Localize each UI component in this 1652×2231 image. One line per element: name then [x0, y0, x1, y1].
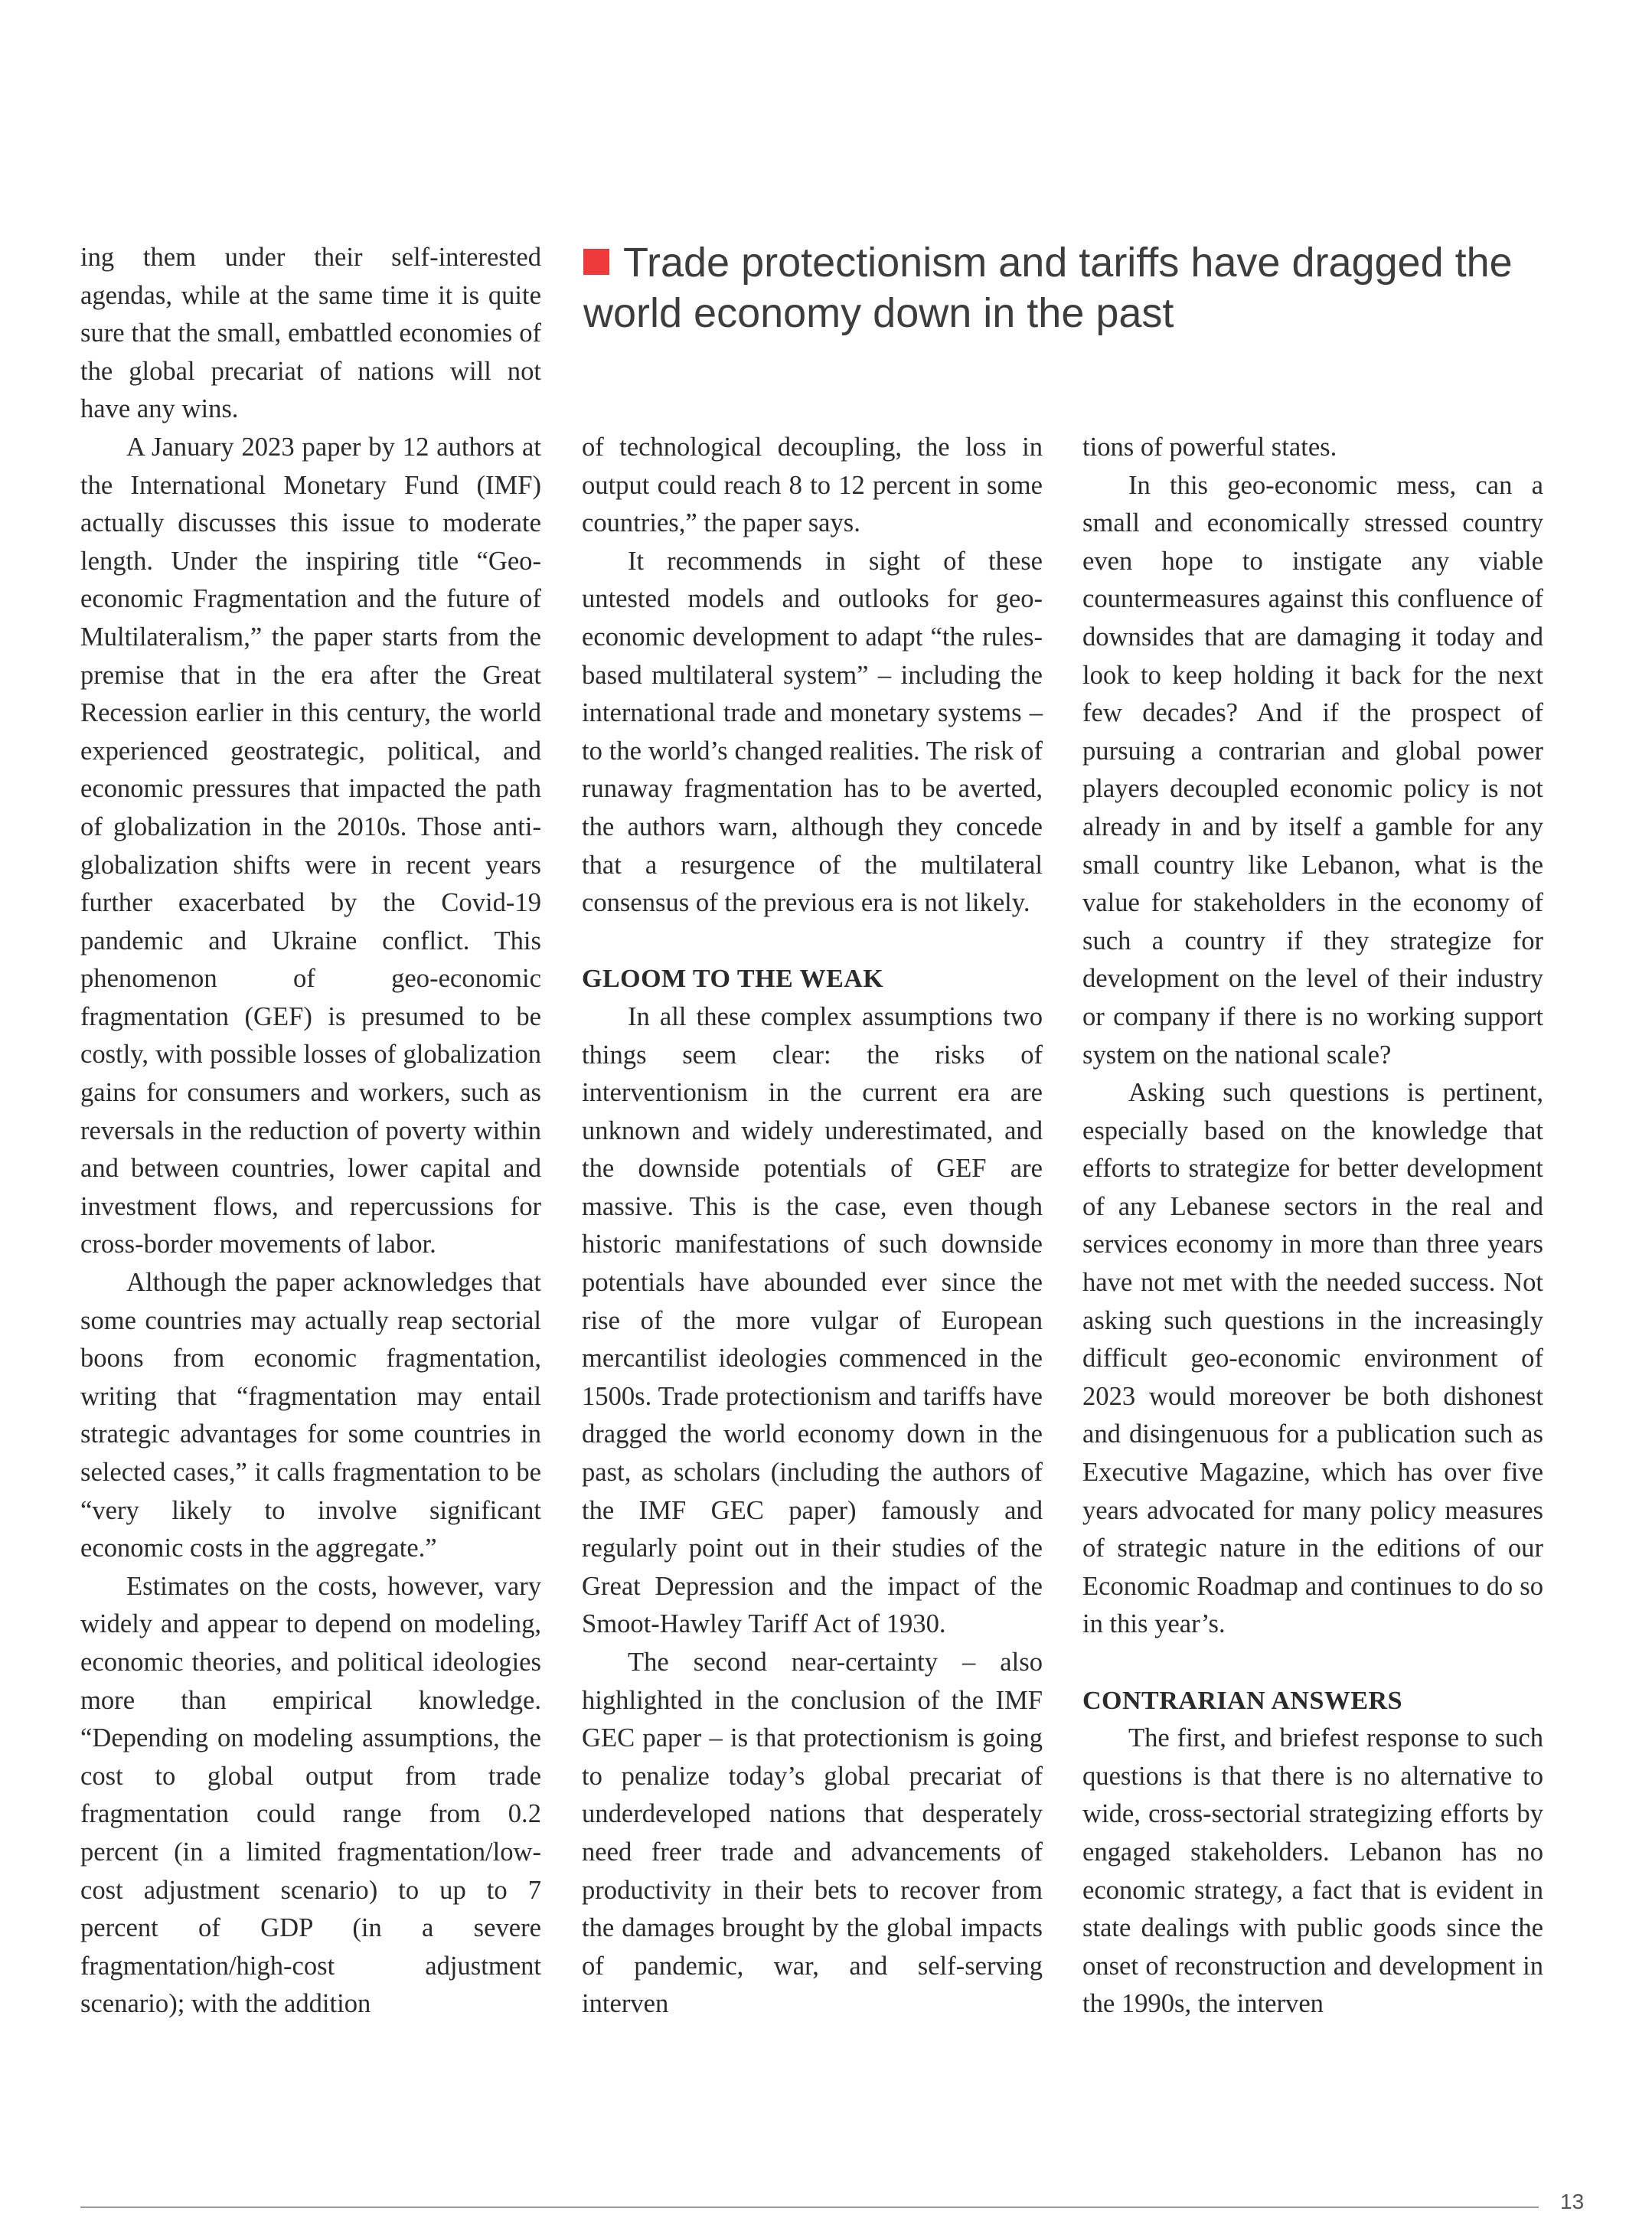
paragraph: The first, and briefest response to such questions is that there is no alternative to wide, cross-sectorial strategizing efforts by engaged stakeholders. Lebanon has no economic strategy, a fact that is evident in state dealings with public goods since the onset of reconstruction and development in the 1990s, the interven [1082, 1723, 1543, 2019]
section-heading-contrarian: CONTRARIAN ANSWERS [1082, 1686, 1403, 1715]
paragraph: In this geo-economic mess, can a small and economically stressed country even hope to instigate any viable countermeasures against this confluence of downsides that are damaging it today and look to keep holding it back for the next few decades? And if the prospect of pursuing a contrarian and global power players decoupled economic policy is not already in and by itself a gamble for any small country like Lebanon, what is the value for stakeholders in the economy of such a country if they strategize for development on the level of their industry or company if there is no working support system on the national scale? [1082, 470, 1543, 1070]
paragraph: Asking such questions is pertinent, especially based on the knowledge that efforts to strategize for better development of any Lebanese sectors in the real and services economy in more than three years have not met with the needed success. Not asking such questions in the increasingly difficult geo-economic environment of 2023 would moreover be both dishonest and disingenuous for a publication such as Executive Magazine, which has over five years advocated for many policy measures of strategic nature in the editions of our Economic Roadmap and continues to do so in this year’s. [1082, 1078, 1543, 1639]
article-column-2 [582, 429, 1043, 2024]
section-spacer [582, 923, 1043, 961]
section-heading-gloom: GLOOM TO THE WEAK [582, 965, 884, 994]
footer-divider [80, 2207, 1539, 2208]
section-spacer [1082, 1644, 1543, 1682]
article-column-1 [80, 239, 541, 2024]
page-number: 13 [1560, 2190, 1585, 2213]
paragraph: In all these complex assumptions two things seem clear: the risks of interventionism in the current era are unknown and widely underestimated, and the downside potentials of GEF are massive. This is the case, even though historic manifestations of such downside potentials have abounded ever since the rise of the more vulgar of European mercantilist ideologies commenced in the 1500s. Trade protectionism and tariffs have dragged the world economy down in the past, as scholars (including the authors of the IMF GEC paper) famously and regularly point out in their studies of the Great Depression and the impact of the Smoot-Hawley Tariff Act of 1930. [582, 1001, 1043, 1639]
red-square-icon [583, 249, 609, 275]
article-column-3 [1082, 429, 1543, 2024]
paragraph: ing them under their self-interested agendas, while at the same time it is quite sure that the small, embattled economies of the global precariat of nations will not have any wins. [80, 243, 541, 424]
paragraph: A January 2023 paper by 12 authors at the International Monetary Fund (IMF) actually discusses this issue to moderate length. Under the inspiring title “Geo-economic Fragmentation and the future of Multilateralism,” the paper starts from the premise that in the era after the Great Recession earlier in this century, the world experienced geostrategic, political, and economic pressures that impacted the path of globalization in the 2010s. Those anti-globalization shifts were in recent years further exacerbated by the Covid-19 pandemic and Ukraine conflict. This phenomenon of geo-economic fragmentation (GEF) is presumed to be costly, with possible losses of globalization gains for consumers and workers, such as reversals in the reduction of poverty within and between countries, lower capital and investment flows, and repercussions for cross-border movements of labor. [80, 432, 541, 1259]
pull-quote-text: Trade protectionism and tariffs have dragged the world economy down in the past [583, 240, 1513, 336]
pull-quote [583, 237, 1548, 338]
paragraph: Estimates on the costs, however, vary widely and appear to depend on modeling, economic theories, and political ideologies more than empirical knowledge. “Depending on modeling assumptions, the cost to global output from trade fragmentation could range from 0.2 percent (in a limited fragmentation/low-cost adjustment scenario) to up to 7 percent of GDP (in a severe fragmentation/high-cost adjustment scenario); with the addition [80, 1571, 541, 2019]
paragraph: Although the paper acknowledges that some countries may actually reap sectorial boons from economic fragmentation, writing that “fragmentation may entail strategic advantages for some countries in selected cases,” it calls fragmentation to be “very likely to involve significant economic costs in the aggregate.” [80, 1268, 541, 1563]
paragraph: It recommends in sight of these untested models and outlooks for geo-economic development to adapt “the rules-based multilateral system” – including the international trade and monetary systems – to the world’s changed realities. The risk of runaway fragmentation has to be averted, the authors warn, although they concede that a resurgence of the multilateral consensus of the previous era is not likely. [582, 546, 1043, 918]
paragraph: The second near-certainty – also highlighted in the conclusion of the IMF GEC paper – is that protectionism is going to penalize today’s global precariat of underdeveloped nations that desperately need freer trade and advancements of productivity in their bets to recover from the damages brought by the global impacts of pandemic, war, and self-serving interven [582, 1648, 1043, 2019]
paragraph: tions of powerful states. [1082, 433, 1337, 462]
paragraph: of technological decoupling, the loss in output could reach 8 to 12 percent in some countries,” the paper says. [582, 433, 1043, 538]
